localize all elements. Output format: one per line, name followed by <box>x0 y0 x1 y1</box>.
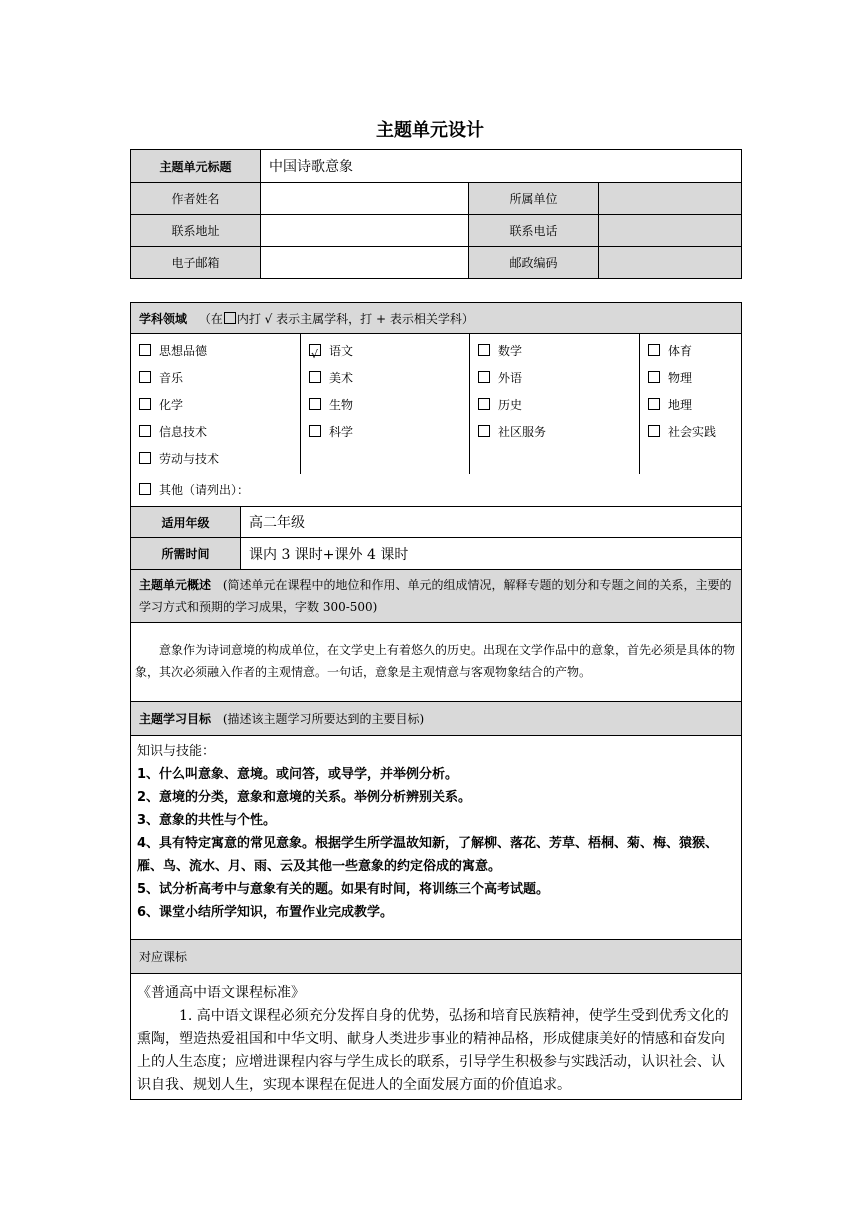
goal-item: 6、课堂小结所学知识，布置作业完成教学。 <box>137 905 394 920</box>
subject-option-label: 地理 <box>668 398 693 412</box>
goals-hint: (描述该主题学习所要达到的主要目标) <box>222 712 425 726</box>
subject-option-label: 社会实践 <box>668 425 717 439</box>
subject-option-label: 数学 <box>498 344 523 358</box>
subject-label: 学科领域 <box>139 311 188 326</box>
checkbox-sample-icon <box>224 312 236 324</box>
overview-label: 主题单元概述 <box>139 578 212 592</box>
unit-title-value[interactable]: 中国诗歌意象 <box>261 150 742 183</box>
design-table <box>130 302 742 1100</box>
subject-option[interactable] <box>139 446 292 473</box>
checkbox-icon[interactable] <box>648 344 660 356</box>
checkbox-icon[interactable] <box>309 398 321 410</box>
phone-label: 联系电话 <box>469 215 599 247</box>
subject-option[interactable] <box>309 365 461 392</box>
checkbox-icon[interactable] <box>478 371 490 383</box>
subject-option[interactable] <box>478 365 631 392</box>
subject-column-3 <box>470 334 640 474</box>
subject-option[interactable] <box>309 338 461 365</box>
subject-option-label: 劳动与技术 <box>159 452 220 466</box>
subject-option[interactable] <box>309 392 461 419</box>
subject-option-label: 思想品德 <box>159 344 208 358</box>
subject-option[interactable] <box>309 419 461 446</box>
subject-hint-pre: （在 <box>198 311 223 326</box>
other-label: 其他（请列出）： <box>159 483 250 498</box>
subject-option-label: 美术 <box>329 371 354 385</box>
subject-option-label: 语文 <box>329 344 354 358</box>
checkbox-icon[interactable] <box>139 344 151 356</box>
subject-header <box>131 303 742 334</box>
subject-option[interactable] <box>648 392 733 419</box>
time-value[interactable]: 课内 3 课时+课外 4 课时 <box>241 538 742 570</box>
subject-option[interactable] <box>648 419 733 446</box>
subject-option-label: 化学 <box>159 398 184 412</box>
goal-item: 5、试分析高考中与意象有关的题。如果有时间，将训练三个高考试题。 <box>137 882 550 897</box>
phone-field[interactable] <box>599 215 742 247</box>
subject-option[interactable] <box>478 338 631 365</box>
overview-content[interactable]: 意象作为诗词意境的构成单位，在文学史上有着悠久的历史。出现在文学作品中的意象，首先必须是具体的物象，其次必须融入作者的主观情意。一句话，意象是主观情意与客观物象结合的产物。 <box>131 623 742 702</box>
checkbox-icon[interactable] <box>478 344 490 356</box>
checkbox-icon[interactable] <box>309 344 321 356</box>
standard-paragraph: 1. 高中语文课程必须充分发挥自身的优势，弘扬和培育民族精神，使学生受到优秀文化的熏陶，塑造热爱祖国和中华文明、献身人类进步事业的精神品格，形成健康美好的情感和奋发向上的人生态度；应增进课程内容与学生成长的联系，引导学生积极参与实践活动，认识社会、认识自我、规划人生，实现本课程在促进人的全面发展方面的价值追求。 <box>137 1008 729 1093</box>
subject-option-label: 科学 <box>329 425 354 439</box>
subject-option-label: 生物 <box>329 398 354 412</box>
subject-option-label: 物理 <box>668 371 693 385</box>
subject-option-label: 体育 <box>668 344 693 358</box>
subject-option[interactable] <box>478 392 631 419</box>
time-label: 所需时间 <box>131 538 241 570</box>
checkbox-icon[interactable] <box>478 425 490 437</box>
author-label: 作者姓名 <box>131 183 261 215</box>
subject-option[interactable] <box>648 365 733 392</box>
goals-header <box>131 702 742 736</box>
goal-item: 3、意象的共性与个性。 <box>137 813 277 828</box>
checkbox-icon[interactable] <box>648 371 660 383</box>
email-field[interactable] <box>261 247 469 279</box>
subject-column-4 <box>640 334 742 474</box>
goals-label: 主题学习目标 <box>139 712 212 726</box>
subject-column-1 <box>131 334 301 474</box>
subject-option-label: 音乐 <box>159 371 184 385</box>
unit-field[interactable] <box>599 183 742 215</box>
checkbox-icon[interactable] <box>139 398 151 410</box>
subject-hint-post: 内打 √ 表示主属学科，打 + 表示相关学科） <box>236 311 474 326</box>
subject-option-label: 外语 <box>498 371 523 385</box>
page-title: 主题单元设计 <box>376 120 484 141</box>
overview-header <box>131 570 742 623</box>
subject-other-row <box>131 474 742 507</box>
subject-option[interactable] <box>478 419 631 446</box>
standard-header: 对应课标 <box>131 940 742 974</box>
checkbox-icon[interactable] <box>139 371 151 383</box>
goal-item: 2、意境的分类，意象和意境的关系。举例分析辨别关系。 <box>137 790 472 805</box>
goals-intro: 知识与技能： <box>137 744 216 759</box>
checkbox-icon[interactable] <box>309 425 321 437</box>
subject-option-label: 历史 <box>498 398 523 412</box>
checkbox-icon[interactable] <box>139 425 151 437</box>
subject-column-2 <box>301 334 470 474</box>
subject-option-label: 信息技术 <box>159 425 208 439</box>
subject-option-label: 社区服务 <box>498 425 547 439</box>
unit-label: 所属单位 <box>469 183 599 215</box>
postcode-label: 邮政编码 <box>469 247 599 279</box>
info-table <box>130 149 742 279</box>
address-label: 联系地址 <box>131 215 261 247</box>
checkbox-icon[interactable] <box>648 398 660 410</box>
standard-content[interactable] <box>131 974 742 1100</box>
author-field[interactable] <box>261 183 469 215</box>
postcode-field[interactable] <box>599 247 742 279</box>
goal-item: 4、具有特定寓意的常见意象。根据学生所学温故知新，了解柳、落花、芳草、梧桐、菊、梅、猿猴、雁、鸟、流水、月、雨、云及其他一些意象的约定俗成的寓意。 <box>137 836 719 874</box>
grade-value[interactable]: 高二年级 <box>241 507 742 538</box>
goal-item: 1、什么叫意象、意境。或问答，或导学，并举例分析。 <box>137 767 459 782</box>
subject-option[interactable] <box>139 419 292 446</box>
goals-content[interactable] <box>131 736 742 940</box>
other-checkbox[interactable] <box>139 483 151 495</box>
checkbox-icon[interactable] <box>309 371 321 383</box>
subject-option[interactable] <box>139 392 292 419</box>
subject-option[interactable] <box>139 338 292 365</box>
address-field[interactable] <box>261 215 469 247</box>
email-label: 电子邮箱 <box>131 247 261 279</box>
subject-option[interactable] <box>139 365 292 392</box>
grade-label: 适用年级 <box>131 507 241 538</box>
checkbox-icon[interactable] <box>648 425 660 437</box>
standard-book: 《普通高中语文课程标准》 <box>137 985 305 1001</box>
checkbox-icon[interactable] <box>478 398 490 410</box>
subject-option[interactable] <box>648 338 733 365</box>
checkbox-icon[interactable] <box>139 452 151 464</box>
overview-hint: (简述单元在课程中的地位和作用、单元的组成情况，解释专题的划分和专题之间的关系，主要的学习方式和预期的学习成果，字数 300-500) <box>139 578 732 614</box>
unit-title-label: 主题单元标题 <box>131 150 261 183</box>
